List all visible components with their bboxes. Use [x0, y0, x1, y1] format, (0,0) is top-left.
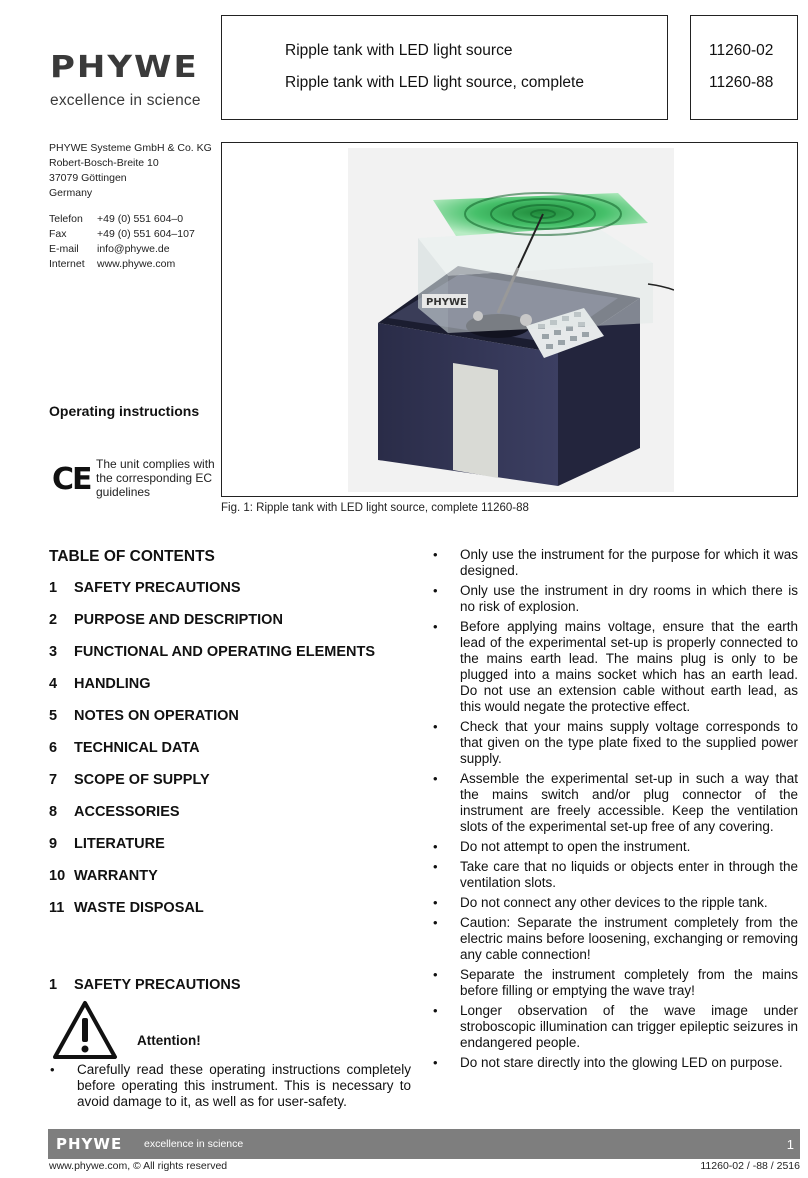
figure-caption: Fig. 1: Ripple tank with LED light source, complete 11260-88 [221, 502, 529, 514]
safety-item: • Carefully read these operating instructions completely before operating this instrument. This is necessary to avoid damage to it, as well as for user-safety. [49, 1062, 411, 1110]
photo-label: PHYWE [426, 297, 467, 308]
product-title-1: Ripple tank with LED light source [285, 42, 513, 59]
contact-value: +49 (0) 551 604–107 [97, 228, 195, 240]
toc-item[interactable] [49, 644, 375, 660]
contact-block [49, 212, 195, 272]
contact-row [49, 242, 195, 257]
safety-item: • Only use the instrument in dry rooms in which there is no risk of explosion. [432, 583, 798, 615]
footer-doc-code: 11260-02 / -88 / 2516 [700, 1160, 800, 1172]
figure-frame [221, 142, 798, 497]
safety-item: • Check that your mains supply voltage corresponds to that given on the type plate fixed to the supplied power supply. [432, 719, 798, 767]
ripple-tank-photo [348, 148, 674, 492]
page-number: 1 [786, 1137, 794, 1152]
product-title-box [221, 15, 668, 120]
toc-number: 11 [49, 900, 65, 916]
toc-item[interactable] [49, 836, 165, 852]
safety-item: • Caution: Separate the instrument completely from the electric mains before loosening, exchanging or removing any cable connection! [432, 915, 798, 963]
toc-label: PURPOSE AND DESCRIPTION [74, 612, 283, 628]
ce-mark-icon: CE [52, 462, 91, 497]
toc-number: 3 [49, 644, 58, 660]
toc-label: SCOPE OF SUPPLY [74, 772, 210, 788]
toc-label: WASTE DISPOSAL [74, 900, 204, 916]
section-number: 1 [49, 977, 58, 993]
toc-title: TABLE OF CONTENTS [49, 548, 215, 565]
toc-item[interactable] [49, 804, 180, 820]
safety-item: • Only use the instrument for the purpose for which it was designed. [432, 547, 798, 579]
contact-row [49, 212, 195, 227]
toc-label: ACCESSORIES [74, 804, 180, 820]
contact-row [49, 257, 195, 272]
toc-item[interactable] [49, 708, 239, 724]
attention-label: Attention! [137, 1033, 201, 1048]
contact-value[interactable]: www.phywe.com [97, 258, 176, 270]
toc-label: NOTES ON OPERATION [74, 708, 239, 724]
safety-item: • Separate the instrument completely from the mains before filling or emptying the wave tray! [432, 967, 798, 999]
toc-item[interactable] [49, 868, 158, 884]
toc-number: 9 [49, 836, 58, 852]
product-title-2: Ripple tank with LED light source, complete [285, 74, 584, 91]
address-city: 37079 Göttingen [49, 172, 127, 184]
toc-number: 1 [49, 580, 58, 596]
footer-logo: PHYWE [56, 1135, 123, 1153]
toc-item[interactable] [49, 900, 204, 916]
toc-item[interactable] [49, 612, 283, 628]
safety-item: • Do not stare directly into the glowing LED on purpose. [432, 1055, 798, 1071]
footer-tagline: excellence in science [144, 1138, 244, 1150]
contact-row [49, 227, 195, 242]
safety-item: • Assemble the experimental set-up in such a way that the mains switch and/or plug connector of the instrument are freely accessible. Keep the ventilation slots of the experimental set-up free of any covering. [432, 771, 798, 835]
contact-label: Telefon [49, 213, 83, 225]
safety-item: • Do not attempt to open the instrument. [432, 839, 798, 855]
product-code-2: 11260-88 [709, 74, 774, 91]
toc-label: LITERATURE [74, 836, 165, 852]
toc-label: SAFETY PRECAUTIONS [74, 580, 241, 596]
company-address [49, 141, 212, 201]
warning-triangle-icon [52, 1000, 118, 1060]
product-code-1: 11260-02 [709, 42, 774, 59]
logo-tagline: excellence in science [50, 92, 201, 109]
toc-item[interactable] [49, 580, 241, 596]
toc-number: 2 [49, 612, 58, 628]
contact-label: Fax [49, 228, 67, 240]
toc-label: TECHNICAL DATA [74, 740, 200, 756]
section-title: SAFETY PRECAUTIONS [74, 977, 241, 993]
toc-item[interactable] [49, 676, 151, 692]
toc-number: 6 [49, 740, 58, 756]
safety-item: • Take care that no liquids or objects enter in through the ventilation slots. [432, 859, 798, 891]
safety-list-left [49, 1062, 411, 1114]
toc-label: WARRANTY [74, 868, 158, 884]
toc-item[interactable] [49, 772, 210, 788]
toc-number: 4 [49, 676, 58, 692]
toc-label: HANDLING [74, 676, 151, 692]
safety-item: • Before applying mains voltage, ensure that the earth lead of the experimental set-up is properly connected to the mains earth lead. The mains plug is only to be plugged into a mains socket which has an earth lead. Do not use an extension cable without earth lead, as this would negate the protective effect. [432, 619, 798, 715]
address-street: Robert-Bosch-Breite 10 [49, 157, 159, 169]
section-heading-safety [49, 977, 241, 993]
toc-number: 10 [49, 868, 66, 884]
safety-item: • Longer observation of the wave image under stroboscopic illumination can trigger epileptic seizures in endangered people. [432, 1003, 798, 1051]
contact-value: +49 (0) 551 604–0 [97, 213, 184, 225]
safety-list-right [432, 547, 798, 1075]
footer-copyright: www.phywe.com, © All rights reserved [49, 1160, 228, 1172]
toc-number: 8 [49, 804, 58, 820]
toc-number: 5 [49, 708, 58, 724]
toc-number: 7 [49, 772, 58, 788]
phywe-logo [50, 49, 212, 110]
operating-instructions-heading: Operating instructions [49, 403, 200, 419]
ce-compliance-text: The unit complies with the corresponding EC guidelines [96, 457, 215, 499]
footer-bar [48, 1129, 800, 1159]
logo-wordmark: PHYWE [50, 49, 199, 86]
product-code-box [690, 15, 798, 120]
safety-item: • Do not connect any other devices to the ripple tank. [432, 895, 798, 911]
contact-label: Internet [49, 258, 85, 270]
address-country: Germany [49, 187, 93, 199]
toc-item[interactable] [49, 740, 200, 756]
company-name: PHYWE Systeme GmbH & Co. KG [49, 142, 212, 154]
toc-label: FUNCTIONAL AND OPERATING ELEMENTS [74, 644, 376, 660]
contact-value[interactable]: info@phywe.de [97, 243, 170, 255]
contact-label: E-mail [49, 243, 79, 255]
